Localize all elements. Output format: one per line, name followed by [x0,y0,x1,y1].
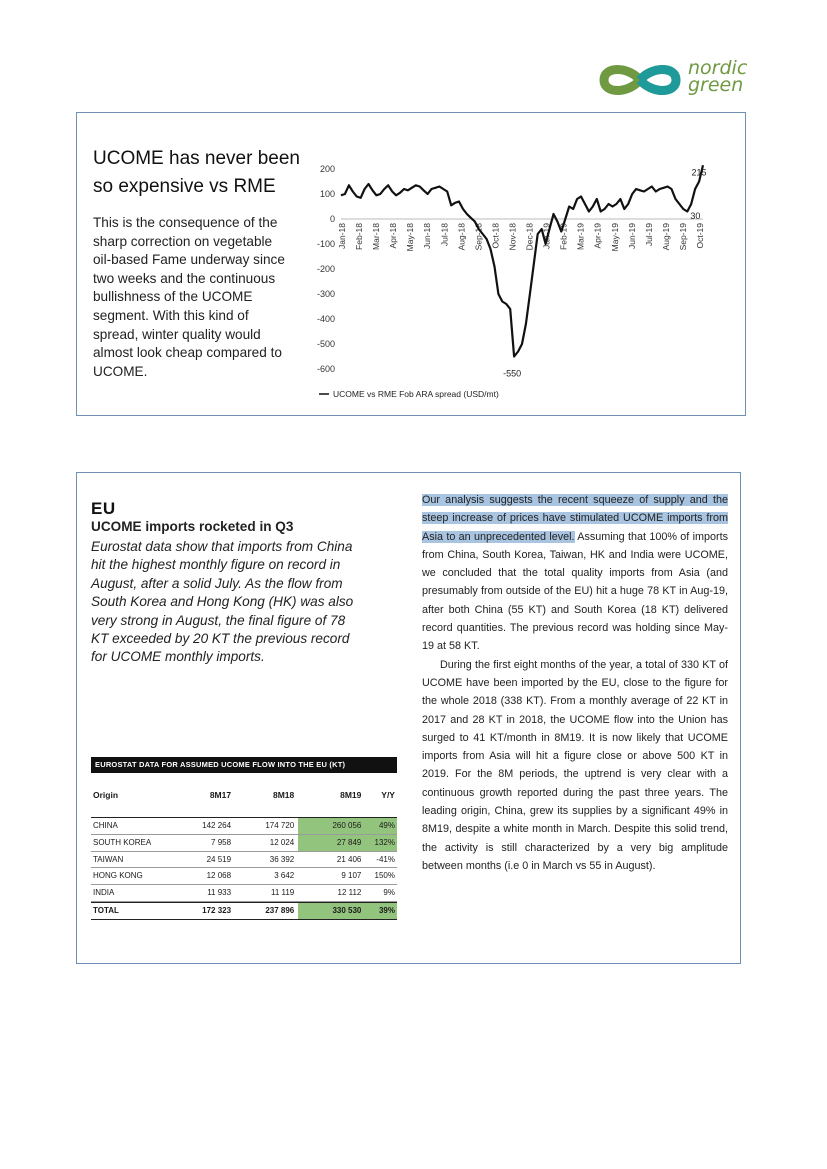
x-tick-label: Oct-18 [490,223,501,249]
x-tick-label: May-19 [609,223,620,252]
header-8m18: 8M18 [272,790,295,800]
x-tick-label: Nov-18 [507,223,518,251]
x-tick-label: Aug-19 [660,223,671,251]
cell-8m18: 36 392 [269,854,295,864]
cell-8m17: 7 958 [211,837,232,847]
cell-yy: -41% [376,854,395,864]
cell-origin: CHINA [93,821,118,830]
y-tick-label: -200 [316,264,335,274]
x-tick-label: Oct-19 [695,223,705,249]
table-row [91,885,397,902]
data-label: 30 [690,211,701,221]
x-tick-label: Dec-18 [524,223,535,251]
cell-8m17: 12 068 [206,871,232,881]
cell-8m17: 172 323 [202,905,232,915]
section1-body: This is the consequence of the sharp correction on vegetable oil-based Fame underway since two weeks and the continuous bullishness of the UCOME segment. With this kind of spread, winter quality would almost look cheap compared to UCOME. [93,215,285,379]
x-tick-label: Jan-18 [337,223,347,249]
cell-8m18: 11 119 [270,888,295,898]
cell-8m18: 3 642 [274,871,295,881]
table-header-row [91,773,397,818]
cell-8m18: 174 720 [265,821,295,830]
ucome-spread-panel [76,112,746,416]
data-label: -550 [503,368,522,379]
eu-subheading: UCOME imports rocketed in Q3 [91,519,294,534]
table-title: EUROSTAT DATA FOR ASSUMED UCOME FLOW INTO THE EU (KT) [91,757,397,773]
x-tick-label: Mar-19 [575,223,586,250]
cell-origin: HONG KONG [93,871,143,881]
cell-origin: SOUTH KOREA [93,837,152,847]
cell-8m19: 21 406 [336,854,362,864]
x-tick-label: Sep-19 [677,223,688,251]
cell-8m19: 9 107 [341,871,362,881]
nordic-green-logo [598,58,758,102]
cell-yy: 132% [367,835,397,851]
header-yy: Y/Y [381,790,395,800]
cell-yy: 9% [383,888,395,898]
y-tick-label: 0 [329,214,335,224]
cell-8m19: 27 849 [298,835,367,851]
x-tick-label: Feb-19 [558,223,569,250]
cell-8m19: 260 056 [298,818,367,834]
x-tick-label: Mar-18 [371,223,382,250]
spread-line-chart [307,145,737,405]
y-tick-label: -100 [316,239,335,249]
x-tick-label: Jun-19 [626,223,637,249]
cell-yy: 150% [374,871,395,881]
x-tick-label: Jan-19 [541,222,552,249]
eu-heading: EU [91,499,116,518]
y-tick-label: -300 [316,289,335,299]
cell-origin: INDIA [93,888,115,898]
paragraph-1-rest: Assuming that 100% of imports from China, South Korea, Taiwan, HK and India were UCOME, we concluded that the total quality imports from Asia (and presumably from outside of the EU) hit a huge 78 KT in Aug-19, after both China (55 KT) and South Korea (18 KT) delivered record quantities. The previous record was holding since May-19 at 58 KT. [422,530,728,653]
cell-8m18: 237 896 [265,905,295,915]
cell-origin: TAIWAN [93,854,124,864]
eu-imports-panel [76,472,741,964]
x-tick-label: Apr-19 [592,223,603,249]
y-tick-label: 100 [319,189,335,199]
x-tick-label: Feb-18 [354,223,365,250]
cell-8m19: 12 112 [337,888,362,898]
x-tick-label: Jul-18 [439,223,450,247]
x-tick-label: Sep-18 [473,223,484,251]
y-tick-label: -400 [316,314,335,324]
cell-yy: 39% [367,903,397,919]
analysis-column [422,491,728,875]
cell-8m17: 142 264 [202,821,232,830]
analysis-paragraph-1 [422,491,728,656]
series-line [341,165,703,356]
logo-line-2: green [688,74,744,96]
cell-8m19: 330 530 [298,903,367,919]
y-tick-label: 200 [319,164,335,174]
table-row [91,852,397,869]
table-row [91,868,397,885]
infinity-logo-icon [598,58,682,102]
table-row [91,818,397,835]
x-tick-label: May-18 [405,223,416,252]
y-tick-label: -500 [316,339,335,349]
highlighted-text: Our analysis suggests the recent squeeze of supply and the steep increase of prices have stimulated UCOME imports from Asia to an unprecedented level. [422,494,728,543]
header-8m17: 8M17 [209,790,232,800]
table-total-row [91,902,397,920]
analysis-paragraph-2: During the first eight months of the year, a total of 330 KT of UCOME have been imported by the EU, close to the figure for the whole 2018 (338 KT). From a monthly average of 22 KT in 2017 and 28 KT in 2018, the UCOME flow into the Union has surged to 41 KT/month in 8M19. It is now likely that UCOME imports from Asia will hit a figure close or above 500 KT in 2019. For the 8M periods, the uptrend is very clear with a continuous growth reported during the past three years. The leading origin, China, grew its supplies by a significant 49% in 8M19, despite a white month in March. Despite this solid trend, the activity is still characterized by a very big amplitude between months (i.e 0 in March vs 55 in August). [422,658,728,872]
header-8m19: 8M19 [340,790,362,800]
y-tick-label: -600 [316,364,335,374]
data-label: 215 [691,167,707,178]
section1-title: UCOME has never been so expensive vs RME [93,148,300,197]
cell-8m17: 24 519 [206,854,232,864]
x-tick-label: Apr-18 [388,223,399,249]
table-row [91,835,397,852]
x-tick-label: Aug-18 [456,223,467,251]
eu-italic-summary: Eurostat data show that imports from China hit the highest monthly figure on record in August, after a solid July. As the flow from South Korea and Hong Kong (HK) was also very strong in August, the final figure of 78 KT exceeded by 20 KT the previous record for UCOME monthly imports. [91,539,354,665]
logo-line-1: nordic [688,57,748,79]
header-origin: Origin [93,790,119,800]
cell-8m18: 12 024 [269,837,295,847]
x-tick-label: Jun-18 [422,223,433,249]
x-tick-label: Jul-19 [643,223,654,247]
logo-wordmark [688,57,748,96]
cell-8m17: 11 933 [207,888,232,898]
cell-origin: TOTAL [93,905,119,915]
eurostat-table [91,757,397,920]
cell-yy: 49% [367,818,397,834]
legend-label: UCOME vs RME Fob ARA spread (USD/mt) [333,389,499,399]
